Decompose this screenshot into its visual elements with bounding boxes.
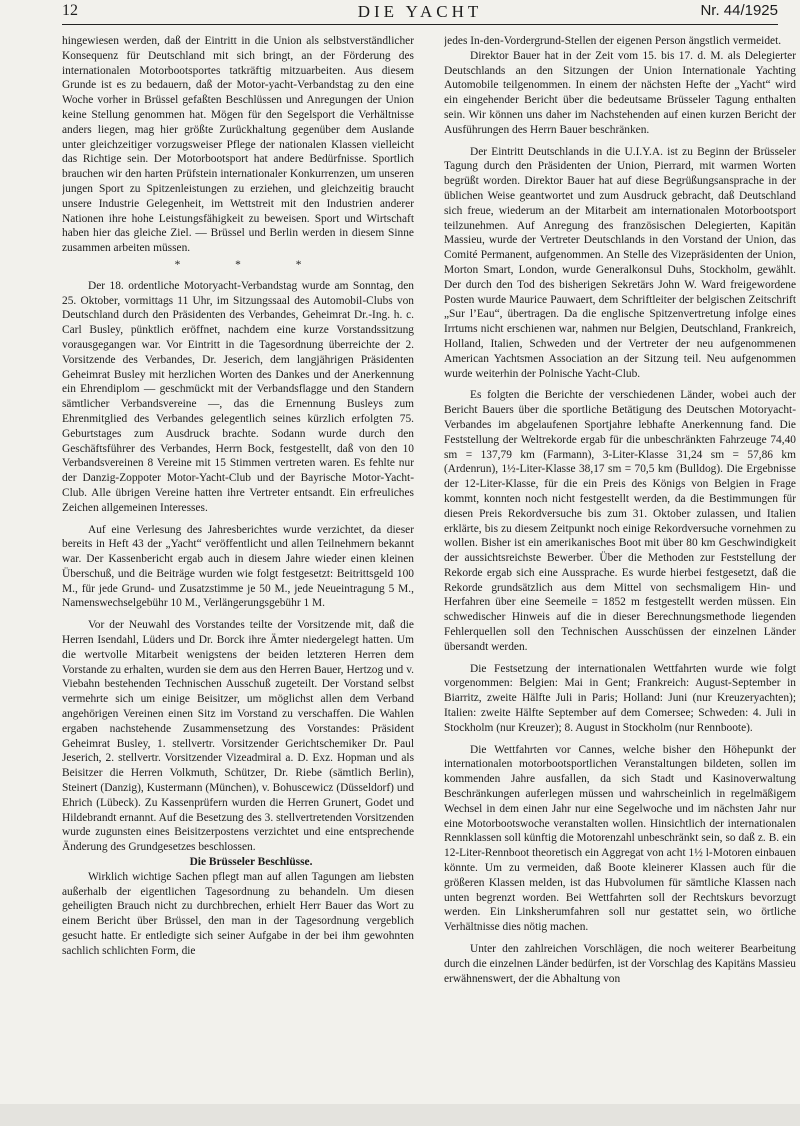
paragraph: Auf eine Verlesung des Jahresberichtes wurde verzichtet, da dieser bereits in Heft 43 der „Yacht“ veröffentlicht und allen Teilnehmern bekannt war. Der Kassenbericht ergab auch in diesem Jahre wieder einen kleinen Überschuß, und die Beiträge wurden wie folgt festgesetzt: Beitrittsgeld 100 M., für jede Grund- und Zusatzstimme je 50 M., jede Neueintragung 5 M., Namenswechselgebühr 10 M., Verlängerungsgebühr 1 M.	[62, 523, 414, 610]
paragraph: hingewiesen werden, daß der Eintritt in die Union als selbstverständlicher Konsequenz für Deutschland mit sich bringt, an der Förderung des internationalen Motorbootsportes tatkräftig mitzuarbeiten. Aus diesem Grunde ist es zu bedauern, daß der Motor-yacht-Verbandstag zu den eine Woche vorher in Brüssel gefaßten Beschlüssen und Anregungen der Union keine Stellung genommen hat. Mögen für den Segelsport die Verhältnisse anders liegen, mag hier größte Zurückhaltung gegenüber dem Auslande unter gleichzeitiger vorzugsweiser Pflege der nationalen Klassen vielleicht das Richtige sein. Der Motorbootsport hat andere Bedürfnisse. Sportlich brauchen wir den harten Prüfstein internationaler Konkurrenzen, um unseren jungen Sport zu Spitzenleistungen zu erziehen, und gleichzeitig braucht unsere Industrie Gelegenheit, im Wettstreit mit den Industrien anderer Nationen ihre hohe Leistungsfähigkeit zu beweisen. Sport und Wirtschaft haben hier das gleiche Ziel. — Brüssel und Berlin werden in diesem Sinne zusammen arbeiten müssen.	[62, 35, 414, 255]
left-column	[62, 34, 414, 1034]
page-header	[62, 2, 778, 25]
right-column	[444, 34, 796, 1034]
paragraph: Unter den zahlreichen Vorschlägen, die noch weiterer Bearbeitung durch die einzelnen Länder bedürfen, ist der Vorschlag des Kapitäns Massieu erwähnenswert, der die Abhaltung von	[444, 943, 796, 985]
magazine-title: DIE YACHT	[357, 2, 483, 21]
paragraph: Die Wettfahrten vor Cannes, welche bisher den Höhepunkt der internationalen motorbootsportlichen Veranstaltungen bildeten, sollen im kommenden Jahre ausfallen, da sich Stadt und Kasinoverwaltung Beschränkungen auferlegen müssen und wahrscheinlich in regelmäßigem Wechsel in dem einen Jahr nur eine Segelwoche und im nächsten Jahr nur eine Motorbootswoche veranstalten wollen. Hinsichtlich der internationalen Rennklassen soll künftig die Motorenzahl unbeschränkt sein, so daß z. B. ein 12-Liter-Rennboot theoretisch ein Aggregat von acht 1½ l-Motoren einbauen könnte. Um zu vermeiden, daß Boote kleinerer Klassen auch für die größeren Klassen melden, ist das Hubvolumen für sämtliche Klassen nach unten begrenzt worden. Bei Wettfahrten soll der Rechtskurs bevorzugt werden. Ein Linksherumfahren soll nur gestattet sein, wo örtliche Verhältnisse dies nötig machen.	[444, 743, 796, 934]
section-subheading: Die Brüsseler Beschlüsse.	[189, 856, 313, 869]
page-number: 12	[62, 2, 78, 19]
paragraph: Der Eintritt Deutschlands in die U.I.Y.A. ist zu Beginn der Brüsseler Tagung durch den Präsidenten der Union, Pierrard, mit warmen Worten begrüßt worden. Direktor Bauer hat auf diese Begrüßungsansprache in der üblichen Weise geantwortet und zum Ausdruck gebracht, daß Deutschland sich freue, wiederum an der Mitarbeit am internationalen Motorbootsport teilzunehmen. Auf Anregung des französischen Delegierten, Kapitän Massieu, wurde der Vertreter Deutschlands in den Vorstand der Union, das Comité Permanent, aufgenommen. An Stelle des Vizepräsidenten der Union, Morton Smart, London, wurde Generalkonsul Duhs, Stockholm, gewählt. Der durch den Tod des bisherigen Sekretärs John W. Ward freigewordene Posten wurde Maurice Pauwaert, dem Schriftleiter der belgischen Zeitschrift „Sur l’Eau“, übertragen. Da die englische Spitzenvertretung infolge eines Irrtums nicht erschienen war, nahmen nur Belgien, Deutschland, Frankreich, Holland, Italien, Schweden und der Vertreter der neu aufgenommenen American Yachtsmen Association an der Sitzung teil. Neu aufgenommen wurde weiterhin der Polnische Yacht-Club.	[444, 145, 796, 380]
paragraph: Wirklich wichtige Sachen pflegt man auf allen Tagungen am liebsten außerhalb der eigentlichen Tagesordnung zu behandeln. Um diesen geheiligten Brauch nicht zu durchbrechen, erhielt Herr Bauer das Wort zu einem Bericht über Brüssel, den man in der Tagesordnung vergeblich gesucht hatte. Er entledigte sich seiner Aufgabe in der bei ihm gewohnten sachlich schlichten Form, die	[62, 870, 414, 957]
issue-number: Nr. 44/1925	[700, 2, 778, 19]
paragraph: Der 18. ordentliche Motoryacht-Verbandstag wurde am Sonntag, den 25. Oktober, vormittags 11 Uhr, im Sitzungssaal des Automobil-Clubs von Deutschland durch den Präsidenten des Verbandes, Geheimrat Dr.-Ing. h. c. Carl Busley, pünktlich eröffnet, nachdem eine kurze Vorstandssitzung vorausgegangen war. Vor Eintritt in die Tagesordnung überreichte der 2. Vorsitzende des Verbandes, Dr. Jeserich, dem langjährigen Präsidenten Geheimrat Busley mit herzlichen Worten des Dankes und der Anerkennung ein Ehrendiplom — geschmückt mit der Verbandsflagge und den Standern sämtlicher Verbandsvereine —, das die Ernennung Busleys zum Ehrenmitglied des Verbandes gelegentlich seines kürzlich erfolgten 75. Geburtstages zum Ausdruck brachte. Sodann wurde durch den Geschäftsführer des Verbandes, Herrn Bock, festgestellt, daß von den 10 Verbandsvereinen 8 Vereine mit 15 Stimmen vertreten waren. Es fehlte nur der Danzig-Zoppoter Motor-Yacht-Club und der Bayrische Motor-Yacht-Club. Alle übrigen Vereine hatten ihre Vertreter entsandt. Ein erfreuliches Zeichen allgemeinen Interesses.	[62, 279, 414, 514]
paragraph: jedes In-den-Vordergrund-Stellen der eigenen Person ängstlich vermeidet.	[444, 35, 782, 47]
paragraph: Die Festsetzung der internationalen Wettfahrten wurde wie folgt vorgenommen: Belgien: Mai in Gent; Frankreich: August-September in Biarritz, zweite Hälfte Juli in Paris; Holland: Juni (nur Kreuzeryachten); Italien: zweite Hälfte September auf dem Comersee; Schweden: 4. Juli in Stockholm (nur Kreuzer); 8. August in Stockholm (nur Rennboote).	[444, 662, 796, 734]
page-bottom-margin	[0, 1104, 800, 1126]
section-divider-stars: * * *	[174, 258, 328, 271]
paragraph: Vor der Neuwahl des Vorstandes teilte der Vorsitzende mit, daß die Herren Isendahl, Lüders und Dr. Borck ihre Ämter niedergelegt hatten. Um die wertvolle Mitarbeit wenigstens der beiden letzteren Herren dem Vorstande zu erhalten, wurden sie dem aus den Herren Bauer, Hertzog und v. Viebahn bestehenden Technischen Ausschuß zugeteilt. Der Vorstand selbst vermehrte sich um einige Beisitzer, um möglichst allen dem Verband angehörigen Vereinen einen Sitz im Vorstand zu verschaffen. Die Wahlen ergaben nachstehende Zusammensetzung des Vorstandes: Präsident Geheimrat Busley, 1. stellvertr. Vorsitzender Gerichtschemiker Dr. Paul Jeserich, 2. stellvertr. Vorsitzender Vizeadmiral a. D. Exz. Hopman und als Beisitzer die Herren Volkmuth, Schützer, Dr. Riebe (sämtlich Berlin), Steinert (Danzig), Kustermann (München), v. Bohuscewicz (Düsseldorf) und Ehrich (Lübeck). Zu Kassenprüfern wurden die Herren Grunert, Godet und Hildebrandt ernannt. Auf die Besetzung des 3. stellvertretenden Vorsitzenden wurde zugunsten eines Beisitzerpostens verzichtet und eine entsprechende Änderung des Grundgesetzes beschlossen.	[62, 619, 414, 854]
paragraph: Direktor Bauer hat in der Zeit vom 15. bis 17. d. M. als Delegierter Deutschlands an den Sitzungen der Union Internationale Yachting Automobile teilgenommen. In einem der nächsten Hefte der „Yacht“ wird ein eingehender Bericht über die bedeutsame Brüsseler Tagung enthalten sein. Wir können uns daher im Nachstehenden auf einen kurzen Bericht der Ausführungen des Herrn Bauer beschränken.	[444, 49, 796, 136]
paragraph: Es folgten die Berichte der verschiedenen Länder, wobei auch der Bericht Bauers über die sportliche Betätigung des Deutschen Motoryacht-Verbandes im abgelaufenen Sportjahre lebhafte Anerkennung fand. Die Feststellung der Weltrekorde ergab für die unbeschränkten Fahrzeuge 74,40 sm = 137,79 km (Farmann), 3-Liter-Klasse 31,24 sm = 57,86 km (Ardenrun), 1½-Liter-Klasse 38,17 sm = 70,5 km (Bulldog). Die Ergebnisse der 12-Liter-Klasse, für die ein Preis des Königs von Belgien in Frage kommt, konnten noch nicht festgestellt werden, da die Bestimmungen für diesen Preis Rekordversuche bis zum 31. Oktober zulassen, und Italien erklärte, bis zu diesem Zeitpunkt noch einige Rekordversuche vornehmen zu wollen. Bisher ist ein amerikanisches Boot mit über 80 km Geschwindigkeit der aussichtsreichste Bewerber. Über die Methoden zur Feststellung der Rekorde ergab sich eine Aussprache. Es wurde hierbei festgesetzt, daß die Rekorde grundsätzlich aus dem Mittel von sechsmaligem Hin- und Herfahren über eine Seemeile = 1852 m festgestellt werden müssen. Ein schwedischer Hinweis auf die in dieser Berechnungsmethode liegenden Fehlerquellen soll den Technischen Ausschüssen der einzelnen Länder übersandt werden.	[444, 389, 796, 653]
